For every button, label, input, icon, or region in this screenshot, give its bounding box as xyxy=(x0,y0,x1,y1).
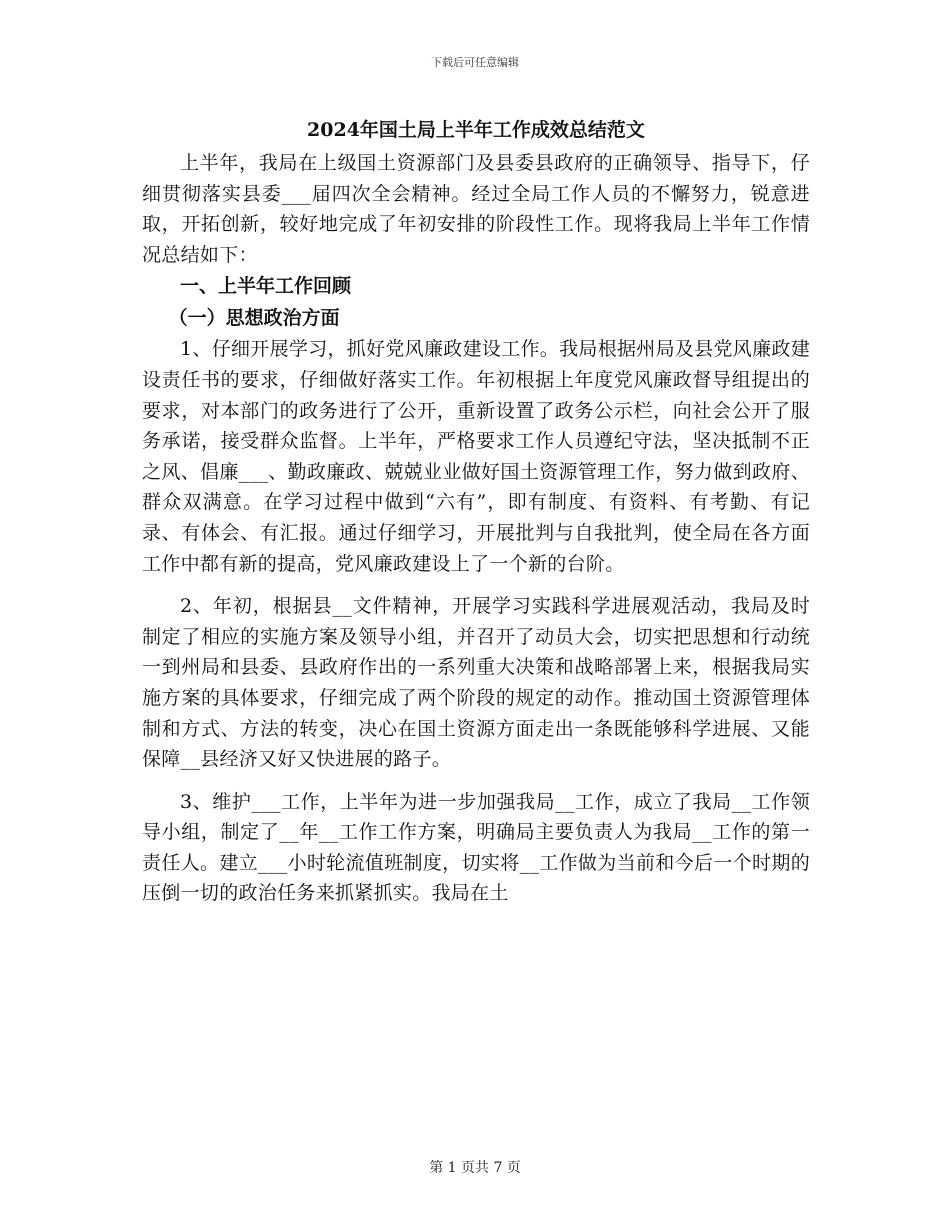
header-note: 下载后可任意编辑 xyxy=(431,56,519,69)
subsection-heading-ideology: （一）思想政治方面 xyxy=(168,307,340,330)
document-title: 2024年国土局上半年工作成效总结范文 xyxy=(307,119,645,141)
paragraph-1: 1、仔细开展学习，抓好党风廉政建设工作。我局根据州局及县党风廉政建设责任书的要求，仔细做好落实工作。年初根据上年度党风廉政督导组提出的要求，对本部门的政务进行了公开，重新设置了政务公示栏，向社会公开了服务承诺，接受群众监督。上半年，严格要求工作人员遵纪守法，坚决抵制不正之风、倡廉___、勤政廉政、兢兢业业做好国土资源管理工作，努力做到政府、群众双满意。在学习过程中做到“六有”，即有制度、有资料、有考勤、有记录、有体会、有汇报。通过仔细学习，开展批判与自我批判，使全局在各方面工作中都有新的提高，党风廉政建设上了一个新的台阶。 xyxy=(142,338,810,575)
section-heading-review: 一、上半年工作回顾 xyxy=(180,275,352,298)
page-footer: 第 1 页共 7 页 xyxy=(429,1160,521,1176)
paragraph-3: 3、维护___工作，上半年为进一步加强我局__工作，成立了我局__工作领导小组，制定了__年__工作工作方案，明确局主要负责人为我局__工作的第一责任人。建立___小时轮流值班制度，切实将__工作做为当前和今后一个时期的压倒一切的政治任务来抓紧抓实。我局在土 xyxy=(142,790,810,905)
document-body xyxy=(142,112,810,909)
intro-paragraph: 上半年，我局在上级国土资源部门及县委县政府的正确领导、指导下，仔细贯彻落实县委___届四次全会精神。经过全局工作人员的不懈努力，锐意进取，开拓创新，较好地完成了年初安排的阶段性工作。现将我局上半年工作情况总结如下： xyxy=(142,152,810,266)
paragraph-2: 2、年初，根据县__文件精神，开展学习实践科学进展观活动，我局及时制定了相应的实施方案及领导小组，并召开了动员大会，切实把思想和行动统一到州局和县委、县政府作出的一系列重大决策和战略部署上来，根据我局实施方案的具体要求，仔细完成了两个阶段的规定的动作。推动国土资源管理体制和方式、方法的转变，决心在国土资源方面走出一条既能够科学进展、又能保障__县经济又好又快进展的路子。 xyxy=(142,595,810,771)
